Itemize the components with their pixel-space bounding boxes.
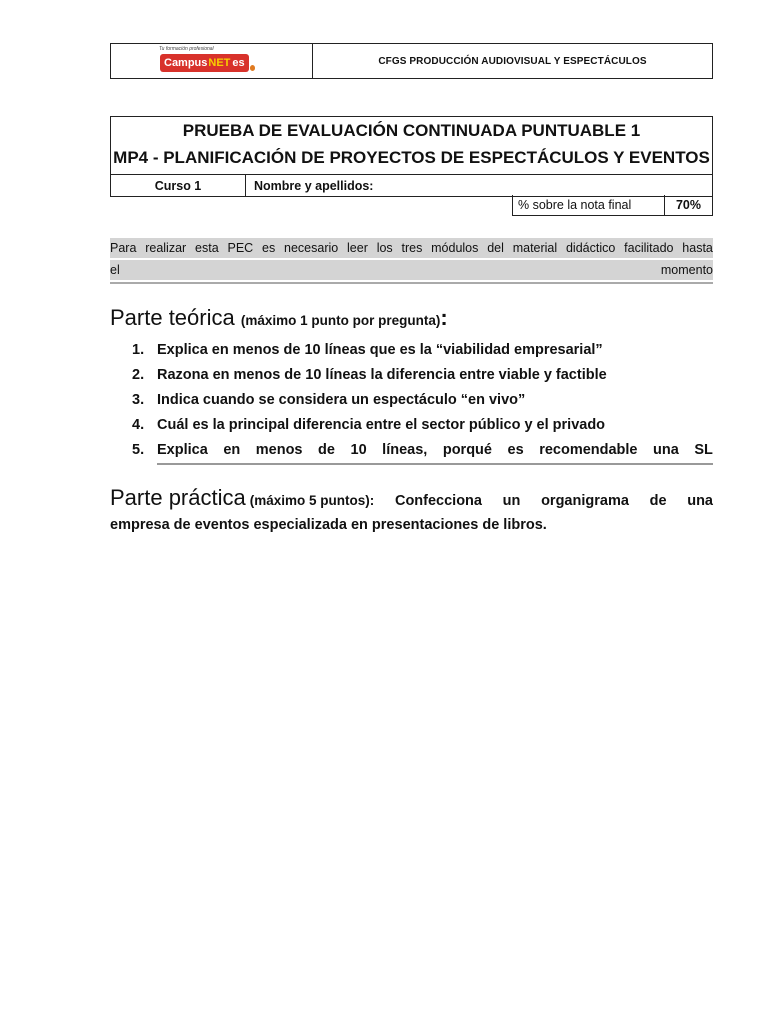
divider	[110, 282, 713, 284]
justified-word: Para	[110, 241, 137, 255]
justified-word: en	[223, 442, 241, 458]
grade-weight-label: % sobre la nota final	[513, 195, 665, 215]
justified-word: PEC	[227, 241, 254, 255]
teoria-points-note: (máximo 1 punto por pregunta)	[240, 313, 441, 328]
list-item	[132, 389, 713, 414]
list-item	[132, 339, 713, 364]
list-item	[132, 439, 713, 464]
header-table	[110, 43, 713, 79]
justified-word: SL	[694, 442, 713, 458]
justified-word: leer	[347, 241, 368, 255]
practica-points-note: (máximo 5 puntos):	[249, 493, 375, 508]
instruction-note	[110, 238, 713, 284]
justified-word: material	[512, 241, 558, 255]
question-text: Cuál es la principal diferencia entre el sector público y el privado	[157, 417, 606, 433]
question-text: Explica en menos de 10 líneas que es la “viabilidad empresarial”	[157, 342, 603, 358]
list-item	[132, 364, 713, 389]
justified-word: necesario	[284, 241, 339, 255]
curso-cell: Curso 1	[111, 175, 246, 196]
question-number: 4.	[132, 417, 145, 433]
mouse-icon	[250, 65, 255, 71]
justified-word: tres	[401, 241, 423, 255]
grade-weight-value: 70%	[675, 198, 702, 212]
teoria-colon: :	[440, 305, 448, 330]
practica-title: Parte práctica	[110, 485, 246, 510]
justified-word: un	[502, 493, 521, 509]
student-row	[111, 174, 712, 196]
justified-word: esta	[195, 241, 219, 255]
justified-word: una	[653, 442, 679, 458]
nombre-label: Nombre y apellidos:	[254, 178, 374, 193]
exam-title-table	[110, 116, 713, 197]
logo-es-text: es	[231, 54, 248, 72]
question-number: 5.	[132, 442, 145, 458]
justified-word: porqué	[442, 442, 492, 458]
justified-word: didáctico	[565, 241, 616, 255]
instruction-word: el	[110, 263, 120, 277]
instruction-word: momento	[660, 263, 713, 277]
question-number: 2.	[132, 367, 145, 383]
justified-word: los	[376, 241, 393, 255]
teoria-title: Parte teórica	[110, 305, 235, 330]
question-text: Indica cuando se considera un espectáculo “en vivo”	[157, 392, 526, 408]
justified-word: de	[649, 493, 667, 509]
question-number: 1.	[132, 342, 145, 358]
teoria-heading	[110, 305, 448, 331]
practica-section	[110, 486, 713, 537]
practica-title-group	[110, 486, 374, 513]
justified-word: realizar	[145, 241, 187, 255]
justified-word: es	[507, 442, 524, 458]
exam-title-line1: PRUEBA DE EVALUACIÓN CONTINUADA PUNTUABLE 1	[182, 121, 641, 140]
grade-weight-table	[512, 195, 713, 216]
justified-word: de	[318, 442, 335, 458]
program-title: CFGS PRODUCCIÓN AUDIOVISUAL Y ESPECTÁCULOS	[378, 55, 647, 67]
logo-net-text: NET	[207, 54, 231, 72]
justified-word: Confecciona	[394, 493, 482, 509]
justified-word: facilitado	[624, 241, 674, 255]
instruction-line-1	[110, 238, 713, 258]
justified-word: líneas,	[382, 442, 428, 458]
question-list	[132, 339, 713, 464]
logo-cell	[111, 44, 313, 78]
logo-campus-text: Campus	[160, 54, 207, 72]
justified-word: Explica	[157, 442, 208, 458]
justified-word: 10	[350, 442, 367, 458]
campusnet-logo	[160, 53, 255, 73]
list-item	[132, 414, 713, 439]
justified-word: una	[687, 493, 713, 509]
question-number: 3.	[132, 392, 145, 408]
justified-word: hasta	[682, 241, 713, 255]
justified-word: del	[487, 241, 504, 255]
logo-tagline: Tu formación profesional	[159, 46, 214, 52]
justified-word: es	[262, 241, 276, 255]
justified-word: módulos	[431, 241, 479, 255]
justified-word: menos	[255, 442, 303, 458]
question-text	[157, 439, 713, 465]
instruction-line-2	[110, 260, 713, 280]
justified-word: recomendable	[539, 442, 638, 458]
justified-word: organigrama	[541, 493, 629, 509]
exam-title-line2: MP4 - PLANIFICACIÓN DE PROYECTOS DE ESPECTÁCULOS Y EVENTOS	[113, 148, 710, 167]
practica-line-1	[110, 486, 713, 513]
question-text: Razona en menos de 10 líneas la diferencia entre viable y factible	[157, 367, 607, 383]
practica-line-2: empresa de eventos especializada en presentaciones de libros.	[110, 517, 547, 533]
